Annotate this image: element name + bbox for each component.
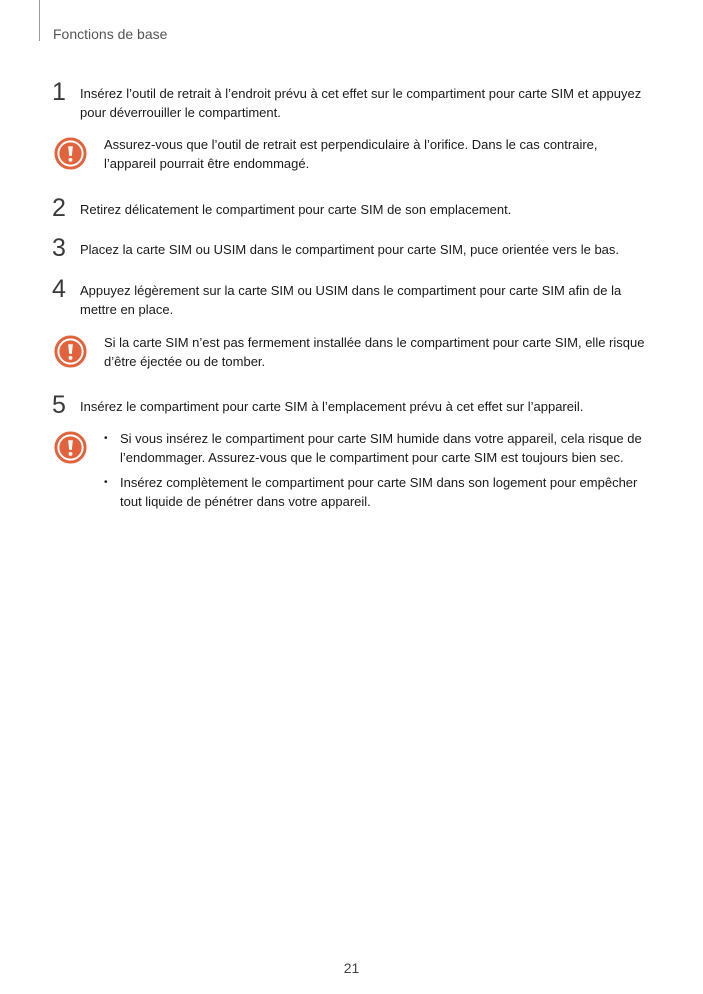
header-divider [39,0,40,41]
section-title: Fonctions de base [53,26,168,42]
note-text: Assurez-vous que l’outil de retrait est perpendiculaire à l’orifice. Dans le cas contraire, l’appareil pourrait être endommagé. [104,137,598,171]
step-3 [52,234,653,262]
note-text: Si la carte SIM n’est pas fermement installée dans le compartiment pour carte SIM, elle risque d’être éjectée ou de tomber. [104,335,645,369]
warning-icon [54,137,87,170]
step-2 [52,194,653,222]
step-number: 4 [52,275,66,303]
step-number: 2 [52,194,66,222]
bullet-icon: • [104,433,108,444]
step-4 [52,275,653,319]
step-text: Insérez le compartiment pour carte SIM à l’emplacement prévu à cet effet sur l’appareil. [80,399,584,414]
warning-icon [54,335,87,368]
note-bullet-list [104,429,653,511]
step-text: Placez la carte SIM ou USIM dans le compartiment pour carte SIM, puce orientée vers le bas. [80,242,620,257]
step-text: Retirez délicatement le compartiment pour carte SIM de son emplacement. [80,202,512,217]
page-number: 21 [343,960,360,976]
step-5 [52,391,653,419]
warning-icon [54,431,87,464]
list-item [104,429,653,467]
step-1 [52,78,653,122]
warning-note-2 [52,333,653,371]
list-item [104,473,653,511]
step-number: 3 [52,234,66,262]
bullet-icon: • [104,477,108,488]
warning-note-1 [52,135,653,173]
list-item-text: Insérez complètement le compartiment pour carte SIM dans son logement pour empêcher tout liquide de pénétrer dans votre appareil. [120,475,638,509]
step-text: Appuyez légèrement sur la carte SIM ou USIM dans le compartiment pour carte SIM afin de la mettre en place. [80,283,622,317]
step-number: 5 [52,391,66,419]
list-item-text: Si vous insérez le compartiment pour carte SIM humide dans votre appareil, cela risque de l’endommager. Assurez-vous que le compartiment pour carte SIM est toujours bien sec. [120,431,642,465]
step-number: 1 [52,78,66,106]
step-text: Insérez l’outil de retrait à l’endroit prévu à cet effet sur le compartiment pour carte SIM et appuyez pour déverrouiller le compartiment. [80,86,642,120]
warning-note-3 [52,429,653,517]
